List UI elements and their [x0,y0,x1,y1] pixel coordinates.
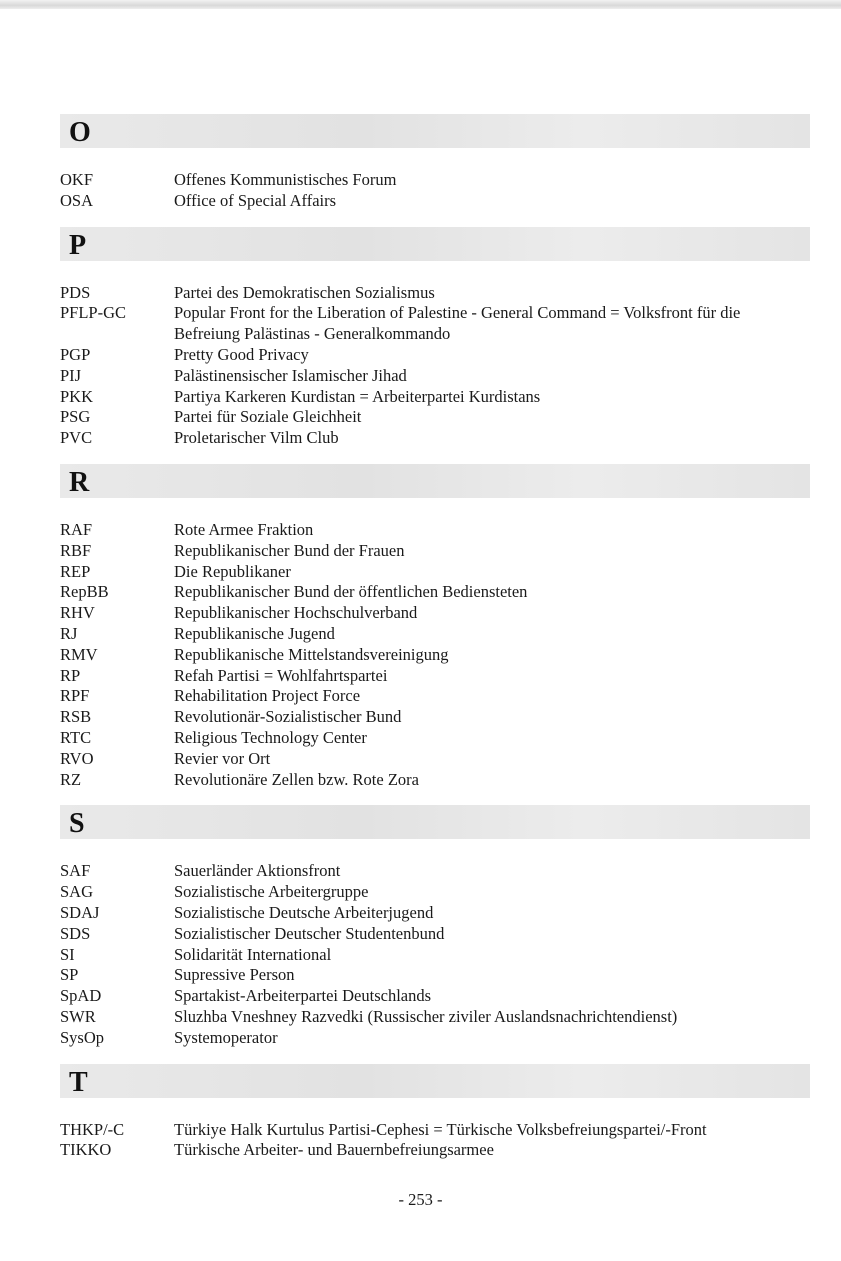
entry-list [60,1098,810,1177]
entry-list [60,839,810,1063]
definition: Popular Front for the Liberation of Palestine - General Command = Volksfront für die Befreiung Palästinas - Generalkommando [174,303,741,344]
entry-row [60,645,810,666]
abbreviation: PFLP-GC [60,303,127,323]
definition: Office of Special Affairs [174,190,337,210]
abbreviation: PSG [60,407,91,427]
entry-row [60,924,810,945]
abbreviation: RTC [60,727,92,747]
definition: Palästinensischer Islamischer Jihad [174,365,407,385]
abbreviation: SI [60,944,75,964]
definition: Republikanischer Bund der Frauen [174,540,405,560]
entry-row [60,707,810,728]
definition: Sozialistische Arbeitergruppe [174,882,369,902]
section-header-o: O [60,114,810,148]
entry-row [60,170,810,191]
abbreviation: RZ [60,769,82,789]
definition: Revolutionäre Zellen bzw. Rote Zora [174,769,419,789]
abbreviation: SP [60,965,79,985]
section-r [60,464,810,805]
abbreviation: PVC [60,428,93,448]
abbreviation: RMV [60,644,98,664]
section-header-r: R [60,464,810,498]
definition: Sozialistischer Deutscher Studentenbund [174,923,445,943]
abbreviation: RP [60,665,81,685]
section-p [60,227,810,464]
entry-row [60,686,810,707]
entry-row [60,428,810,449]
entry-row [60,882,810,903]
entry-row [60,191,810,212]
definition: Partei für Soziale Gleichheit [174,407,362,427]
entry-row [60,1140,810,1161]
definition: Refah Partisi = Wohlfahrtspartei [174,665,388,685]
abbreviation: SAF [60,861,91,881]
page-number: - 253 - [398,1190,443,1209]
entry-row [60,283,810,304]
abbreviation: REP [60,561,91,581]
definition: Sozialistische Deutsche Arbeiterjugend [174,902,434,922]
abbreviation: RHV [60,603,95,623]
definition: Republikanische Mittelstandsvereinigung [174,644,449,664]
entry-row [60,1007,810,1028]
abbreviation: PGP [60,344,91,364]
definition: Partiya Karkeren Kurdistan = Arbeiterpartei Kurdistans [174,386,541,406]
entry-row [60,945,810,966]
definition: Supressive Person [174,965,295,985]
entry-row [60,728,810,749]
section-o [60,114,810,227]
entry-row [60,541,810,562]
abbreviation: RSB [60,707,92,727]
abbreviation: OSA [60,190,94,210]
entry-row [60,562,810,583]
section-t [60,1064,810,1177]
abbreviation: SAG [60,882,94,902]
definition: Rote Armee Fraktion [174,519,314,539]
abbreviation: RepBB [60,582,109,602]
section-header-t: T [60,1064,810,1098]
definition: Republikanische Jugend [174,623,335,643]
entry-row [60,1028,810,1049]
entry-row [60,965,810,986]
entry-row [60,407,810,428]
entry-row [60,345,810,366]
definition: Republikanischer Bund der öffentlichen Bediensteten [174,582,528,602]
definition: Sauerländer Aktionsfront [174,861,341,881]
definition: Türkiye Halk Kurtulus Partisi-Cephesi = Türkische Volksbefreiungspartei/-Front [174,1119,707,1139]
definition: Republikanischer Hochschulverband [174,603,418,623]
entry-row [60,861,810,882]
abbreviation: RAF [60,519,93,539]
abbreviation: RJ [60,623,78,643]
definition: Revier vor Ort [174,748,271,768]
definition: Systemoperator [174,1027,278,1047]
entry-row [60,303,810,345]
definition: Rehabilitation Project Force [174,686,361,706]
abbreviation: SDAJ [60,902,100,922]
definition: Die Republikaner [174,561,291,581]
definition: Religious Technology Center [174,727,367,747]
definition: Spartakist-Arbeiterpartei Deutschlands [174,986,432,1006]
abbreviation: OKF [60,170,94,189]
entry-row [60,1120,810,1141]
abbreviation: RVO [60,748,94,768]
abbreviation: THKP/-C [60,1119,125,1139]
section-s [60,805,810,1063]
definition: Revolutionär-Sozialistischer Bund [174,707,402,727]
entry-row [60,520,810,541]
entry-row [60,603,810,624]
section-header-p: P [60,227,810,261]
definition: Offenes Kommunistisches Forum [174,170,397,189]
entry-row [60,624,810,645]
definition: Türkische Arbeiter- und Bauernbefreiungsarmee [174,1140,494,1160]
abbreviation: PKK [60,386,94,406]
entry-row [60,986,810,1007]
abbreviation: SWR [60,1006,96,1026]
abbreviation: SysOp [60,1027,105,1047]
definition: Solidarität International [174,944,332,964]
abbreviation: PIJ [60,365,82,385]
glossary-content [60,114,810,1176]
definition: Pretty Good Privacy [174,344,309,364]
entry-row [60,903,810,924]
abbreviation: RPF [60,686,90,706]
section-header-s: S [60,805,810,839]
entry-row [60,366,810,387]
abbreviation: PDS [60,282,91,302]
entry-row [60,770,810,791]
definition: Proletarischer Vilm Club [174,428,339,448]
entry-list [60,498,810,805]
abbreviation: RBF [60,540,92,560]
entry-list [60,148,810,227]
entry-row [60,749,810,770]
abbreviation: SDS [60,923,91,943]
definition: Partei des Demokratischen Sozialismus [174,282,435,302]
definition: Sluzhba Vneshney Razvedki (Russischer ziviler Auslandsnachrichtendienst) [174,1006,678,1026]
entry-row [60,582,810,603]
entry-row [60,666,810,687]
abbreviation: SpAD [60,986,102,1006]
entry-row [60,387,810,408]
entry-list [60,261,810,464]
top-scan-rule [0,0,841,9]
abbreviation: TIKKO [60,1140,112,1160]
